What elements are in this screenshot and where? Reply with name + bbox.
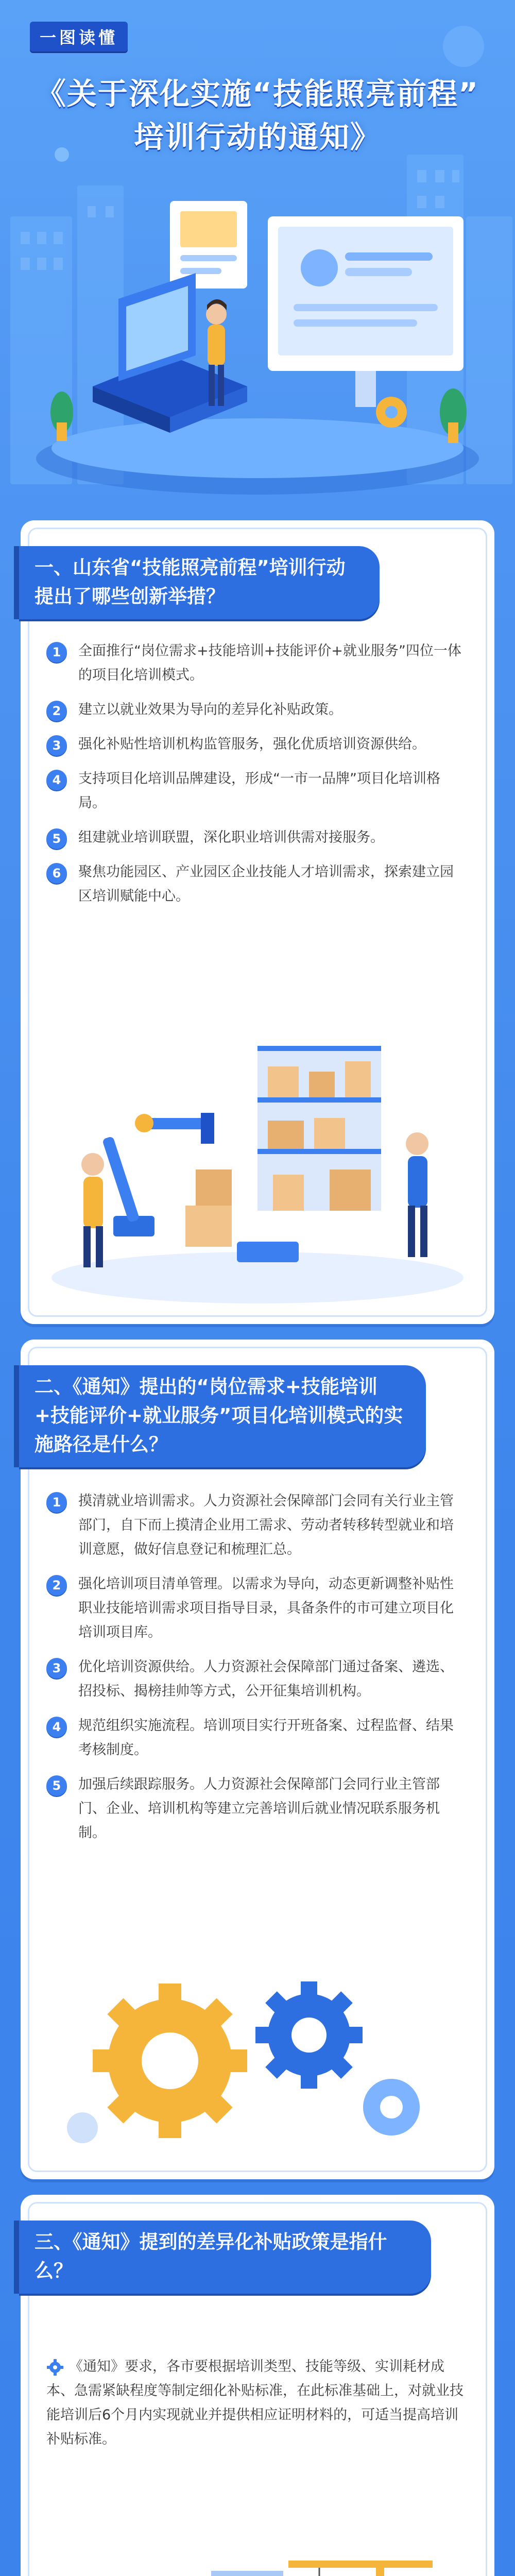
section-1-card <box>21 520 494 1324</box>
hero-illustration <box>0 170 515 505</box>
list-item: 1 全面推行“岗位需求+技能培训+技能评价+就业服务”四位一体的项目化培训模式。 <box>46 639 464 687</box>
number-badge: 5 <box>46 828 67 849</box>
number-badge: 2 <box>46 701 67 721</box>
section-3-card <box>21 2195 494 2576</box>
gears-illustration <box>41 1958 474 2164</box>
badge-one-picture: 一图读懂 <box>30 22 128 52</box>
construction-crane-illustration <box>41 2524 474 2576</box>
number-badge: 5 <box>46 1775 67 1796</box>
page-title <box>21 72 494 159</box>
page-title-line-2: 培训行动的通知》 <box>133 120 381 155</box>
list-item: 2 强化培训项目清单管理。以需求为导向，动态更新调整补贴性职业技能培训需求项目指导目录，具备条件的市可建立项目化培训项目库。 <box>46 1572 464 1645</box>
list-item: 4 支持项目化培训品牌建设，形成“一市一品牌”项目化培训格局。 <box>46 767 464 815</box>
number-badge: 1 <box>46 1492 67 1513</box>
number-badge: 4 <box>46 1717 67 1737</box>
page-title-line-1: 《关于深化实施“技能照亮前程” <box>36 76 479 111</box>
number-badge: 6 <box>46 863 67 884</box>
list-item: 3 优化培训资源供给。人力资源社会保障部门通过备案、遴选、招投标、揭榜挂帅等方式，公开征集培训机构。 <box>46 1655 464 1703</box>
section-1-heading: 一、山东省“技能照亮前程”培训行动提出了哪些创新举措？ <box>19 546 380 619</box>
number-badge: 3 <box>46 1658 67 1679</box>
number-badge: 2 <box>46 1575 67 1596</box>
section-2-heading: 二、《通知》提出的“岗位需求+技能培训+技能评价+就业服务”项目化培训模式的实施路径是什么？ <box>19 1365 426 1467</box>
section-3-paragraph-1: 《通知》要求，各市要根据培训类型、技能等级、实训耗材成本、急需紧缺程度等制定细化补贴标准，在此标准基础上，对就业技能培训后6个月内实现就业并提供相应证明材料的，可适当提高培训补贴标准。 <box>46 2359 464 2447</box>
list-item: 1 摸清就业培训需求。人力资源社会保障部门会同有关行业主管部门，自下而上摸清企业用工需求、劳动者转移转型就业和培训意愿，做好信息登记和梳理汇总。 <box>46 1489 464 1562</box>
section-1-list <box>46 639 464 919</box>
warehouse-workers-illustration <box>41 999 474 1309</box>
number-badge: 1 <box>46 642 67 663</box>
section-2-list <box>46 1489 464 1855</box>
gear-icon <box>46 2359 64 2376</box>
hero <box>0 0 515 515</box>
list-item: 3 强化补贴性培训机构监管服务，强化优质培训资源供给。 <box>46 732 464 756</box>
list-item: 6 聚焦功能园区、产业园区企业技能人才培训需求，探索建立园区培训赋能中心。 <box>46 860 464 908</box>
list-item: 2 建立以就业效果为导向的差异化补贴政策。 <box>46 698 464 722</box>
number-badge: 3 <box>46 735 67 756</box>
number-badge: 4 <box>46 770 67 790</box>
list-item: 5 组建就业培训联盟，深化职业培训供需对接服务。 <box>46 825 464 850</box>
section-3-heading: 三、《通知》提到的差异化补贴政策是指什么？ <box>19 2221 431 2294</box>
list-item: 4 规范组织实施流程。培训项目实行开班备案、过程监督、结果考核制度。 <box>46 1714 464 1762</box>
section-2-card <box>21 1340 494 2179</box>
list-item: 5 加强后续跟踪服务。人力资源社会保障部门会同行业主管部门、企业、培训机构等建立完善培训后就业情况联系服务机制。 <box>46 1772 464 1845</box>
